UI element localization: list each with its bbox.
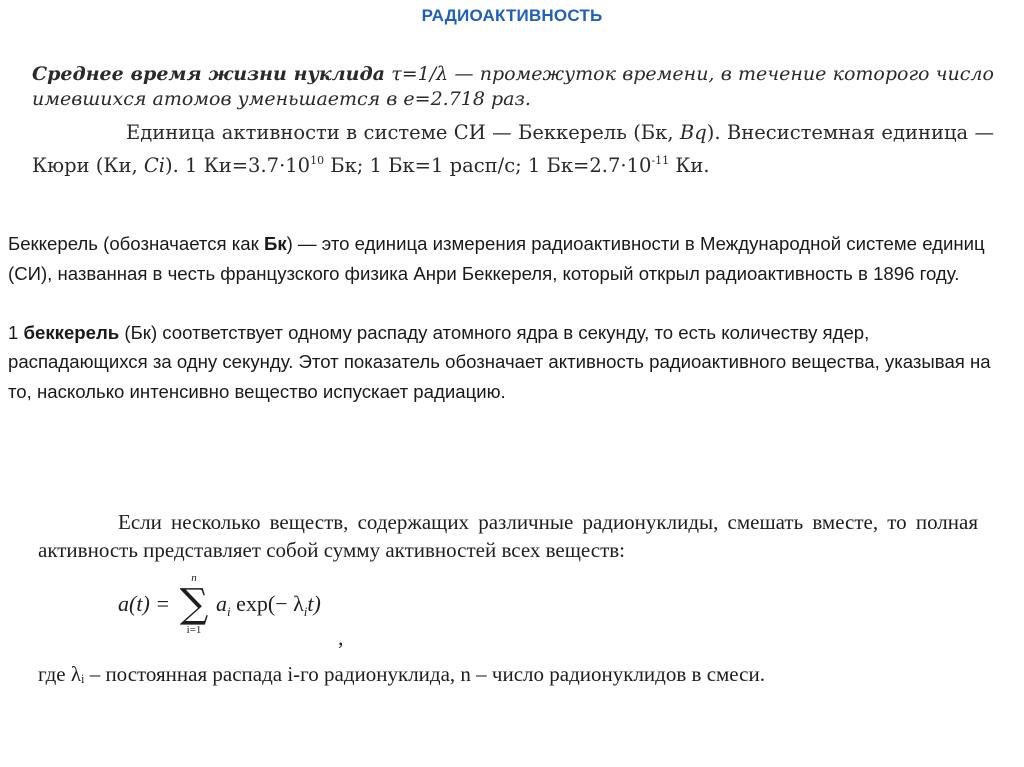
p1-text-c: ) — это единица измерения радиоактивности в Международной системе единиц (СИ), названная в честь французского физика Анри Беккереля, который открыл радиоактивность в 1896 году. xyxy=(8,233,985,284)
definition-term: Среднее время жизни нуклида xyxy=(32,63,385,85)
total-activity-paragraph xyxy=(38,508,978,564)
units-text-3: ). 1 Ки=3.7·10 xyxy=(165,154,311,177)
total-activity-formula xyxy=(38,568,978,658)
definition-formula: τ=1/λ — xyxy=(384,63,480,85)
p2-text-c: (Бк) соответствует одному распаду атомного ядра в секунду, то есть количеству ядер, распадающихся за одну секунду. Этот показатель обозначает активность радиоактивного вещества, указывая на то, насколько интенсивно вещество испускает радиацию. xyxy=(8,321,991,402)
becquerel-paragraph-1 xyxy=(8,229,1008,288)
sum-upper-limit: n xyxy=(191,572,197,584)
mean-lifetime-definition xyxy=(32,62,994,112)
formula-rhs: $a_i$ $\exp(- \lambda_it)$ xyxy=(216,591,321,619)
becquerel-paragraph-2 xyxy=(8,318,1008,407)
sum-lower-limit: i=1 xyxy=(186,624,202,636)
p1-text-a: Беккерель (обозначается как xyxy=(8,233,264,254)
units-bq: Bq xyxy=(679,121,707,144)
formula-lhs: a(t) = xyxy=(118,591,171,616)
total-activity-text: Если несколько веществ, содержащих различные радионуклиды, смешать вместе, то полная активность представляет собой сумму активностей всех веществ: xyxy=(38,510,978,562)
total-activity-block xyxy=(38,508,978,688)
units-text-1: Единица активности в системе СИ — Беккерель (Бк, xyxy=(126,121,680,144)
units-text-4: Бк; 1 Бк=1 расп/с; 1 Бк=2.7·10 xyxy=(324,154,652,177)
units-exponent-2: -11 xyxy=(651,154,670,167)
activity-units-paragraph xyxy=(32,116,994,182)
units-ci: Ci xyxy=(143,154,166,177)
p1-bold-symbol: Бк xyxy=(263,233,287,254)
slide-title: РАДИОАКТИВНОСТЬ xyxy=(421,6,603,25)
becquerel-explanation-block xyxy=(8,229,1008,406)
definition-text: промежуток времени, в течение которого число имевшихся атомов уменьшается в e=2.718 раз. xyxy=(32,63,994,110)
p2-text-a: 1 xyxy=(8,321,24,343)
scanned-definition-block xyxy=(32,62,994,182)
units-exponent-1: 10 xyxy=(310,154,325,167)
units-text-5: Ки. xyxy=(669,154,710,177)
p2-bold-term: беккерель xyxy=(23,321,120,343)
summation-symbol xyxy=(179,572,209,636)
decay-constant-explanation: где λᵢ – постоянная распада i-го радионуклида, n – число радионуклидов в смеси. xyxy=(38,662,765,686)
formula-comma: , xyxy=(338,625,344,650)
units-text-2: ). Внесистемная единица — Кюри (Ки, xyxy=(32,121,995,177)
sigma-glyph: ∑ xyxy=(179,581,209,627)
